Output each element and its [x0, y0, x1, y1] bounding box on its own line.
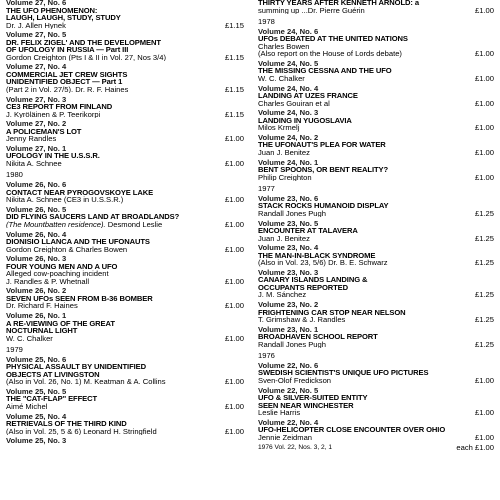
- price: £1.00: [224, 401, 244, 411]
- article-title: THE MAN-IN-BLACK SYNDROME: [258, 251, 376, 260]
- price: £1.15: [224, 20, 244, 30]
- price: £1.25: [474, 339, 494, 349]
- article-title: UFOLOGY IN THE U.S.S.R.: [6, 152, 100, 160]
- article-title: DID FLYING SAUCERS LAND AT BROADLANDS?: [6, 213, 180, 221]
- author: Dr. Richard F. Haines: [6, 302, 78, 310]
- volume-label: Volume 27, No. 1: [6, 144, 67, 153]
- volume-label: Volume 23, No. 3: [258, 268, 319, 277]
- entry: [6, 206, 244, 229]
- volume-label: Volume 25, No. 4: [6, 412, 67, 421]
- author: Gordon Creighton & Charles Bowen: [6, 245, 128, 253]
- author: Randall Jones Pugh: [258, 340, 326, 349]
- author: Gordon Creighton (Pts I & II in Vol. 27, Nos 3/4): [6, 53, 166, 62]
- volume-label: Volume 24, No. 4: [258, 84, 319, 93]
- article-title: PHYSICAL ASSAULT BY UNIDENTIFIED: [6, 363, 146, 371]
- entry: [258, 301, 494, 324]
- entry: [6, 0, 244, 29]
- year-heading: 1976: [258, 352, 275, 360]
- volume-label: Volume 27, No. 4: [6, 63, 67, 71]
- article-title: COMMERCIAL JET CREW SIGHTS: [6, 70, 128, 79]
- author: J. Kyröläinen & P. Teerikorpi: [6, 110, 101, 119]
- article-title: UNIDENTIFIED OBJECT — Part 1: [6, 78, 123, 86]
- article-title: UFO & SILVER-SUITED ENTITY: [258, 394, 368, 402]
- article-title: BROADHAVEN SCHOOL REPORT: [258, 333, 378, 341]
- article-title: FOUR YOUNG MEN AND A UFO: [6, 262, 118, 271]
- volume-label: Volume 22, No. 6: [258, 361, 319, 370]
- entry: [258, 195, 494, 218]
- author: (Also in Vol. 26, No. 1) M. Keatman & A. Collins: [6, 378, 166, 386]
- entry: [6, 356, 244, 386]
- article-title: THE UFONAUT'S PLEA FOR WATER: [258, 141, 386, 149]
- volume-label: Volume 23, No. 1: [258, 325, 319, 334]
- author: Charles Gouiran et al: [258, 99, 330, 108]
- entry: [6, 388, 244, 411]
- price: £1.25: [474, 315, 494, 325]
- entry: [258, 220, 494, 243]
- price: £1.00: [224, 426, 244, 436]
- volume-label: Volume 26, No. 3: [6, 255, 67, 263]
- author: (Also in Vol. 25, 5 & 6) Leonard H. Stringfield: [6, 427, 157, 436]
- price: £1.00: [224, 377, 244, 387]
- volume-label: Volume 23, No. 6: [258, 194, 319, 203]
- author: Charles Bowen: [258, 42, 310, 51]
- right-column: [258, 0, 494, 451]
- entry: [6, 145, 244, 168]
- article-title: THE "CAT-FLAP" EFFECT: [6, 395, 98, 403]
- article-title: LANDING IN YUGOSLAVIA: [258, 116, 352, 125]
- volume-label: Volume 25, No. 6: [6, 355, 67, 364]
- price: £1.00: [474, 147, 494, 157]
- author: summing up ...Dr. Pierre Guérin: [258, 6, 365, 14]
- footer-price: each £1.00: [456, 442, 494, 452]
- author: (Part 2 in Vol. 27/5). Dr. R. F. Haines: [6, 85, 129, 94]
- volume-label: Volume 26, No. 5: [6, 205, 67, 214]
- price: £1.00: [474, 408, 494, 418]
- left-column: [6, 0, 244, 445]
- entry: [6, 120, 244, 143]
- article-title: UFO-HELICOPTER CLOSE ENCOUNTER OVER OHIO: [258, 426, 446, 434]
- price: £1.00: [224, 158, 244, 168]
- article-title: CE3 REPORT FROM FINLAND: [6, 103, 113, 111]
- volume-label: Volume 26, No. 4: [6, 230, 67, 238]
- price: £1.00: [474, 123, 494, 133]
- article-title: STACK ROCKS HUMANOID DISPLAY: [258, 202, 389, 210]
- volume-label: Volume 24, No. 2: [258, 133, 319, 142]
- price: £1.00: [474, 172, 494, 182]
- volume-label: Volume 26, No. 1: [6, 312, 67, 320]
- year-heading: 1980: [6, 171, 23, 179]
- price: £1.00: [224, 134, 244, 144]
- entry: [6, 287, 244, 310]
- volume-label: Volume 26, No. 6: [6, 181, 67, 189]
- price: £1.00: [474, 98, 494, 108]
- entry: [258, 269, 494, 299]
- author-name: Desmond Leslie: [107, 220, 163, 229]
- price: £1.00: [224, 301, 244, 311]
- price: £1.15: [224, 84, 244, 94]
- author-note: Alleged cow-poaching incident: [6, 270, 109, 278]
- entry: [258, 387, 494, 417]
- article-title: A POLICEMAN'S LOT: [6, 127, 82, 136]
- author: Aimé Michel: [6, 402, 48, 411]
- article-title: SEEN NEAR WINCHESTER: [258, 401, 354, 410]
- entry: [6, 437, 244, 445]
- volume-label: Volume 24, No. 5: [258, 59, 319, 68]
- author: J. M. Sánchez: [258, 291, 307, 299]
- year-heading: 1977: [258, 185, 275, 193]
- volume-label: Volume 27, No. 6: [6, 0, 67, 7]
- article-title: OF UFOLOGY IN RUSSIA — Part III: [6, 46, 129, 54]
- volume-label: Volume 27, No. 2: [6, 120, 67, 128]
- price: £1.00: [474, 73, 494, 83]
- price: £1.00: [474, 49, 494, 59]
- price: £1.15: [224, 52, 244, 62]
- author: W. C. Chalker: [258, 74, 305, 83]
- price: £1.00: [224, 333, 244, 343]
- price: £1.15: [224, 109, 244, 119]
- year-heading: 1978: [258, 18, 275, 26]
- entry: [258, 28, 494, 58]
- entry: [258, 244, 494, 267]
- volume-label: Volume 24, No. 1: [258, 158, 319, 167]
- volume-label: Volume 24, No. 6: [258, 27, 319, 36]
- volume-label: Volume 27, No. 3: [6, 95, 67, 104]
- article-title: NOCTURNAL LIGHT: [6, 327, 78, 335]
- article-title: CANARY ISLANDS LANDING &: [258, 276, 368, 284]
- entry: [258, 159, 494, 182]
- author: Nikita A. Schnee: [6, 159, 62, 168]
- volume-label: Volume 24, No. 3: [258, 109, 319, 117]
- author: Jenny Randles: [6, 135, 57, 143]
- price: £1.00: [224, 276, 244, 286]
- price: £1.25: [474, 258, 494, 268]
- volume-label: Volume 25, No. 5: [6, 387, 67, 396]
- article-title: UFOs DEBATED AT THE UNITED NATIONS: [258, 35, 408, 43]
- price: £1.00: [474, 375, 494, 385]
- volume-label: Volume 23, No. 2: [258, 301, 319, 309]
- article-title: LANDING AT UZES FRANCE: [258, 92, 358, 100]
- author: Randall Jones Pugh: [258, 209, 326, 218]
- author: Nikita A. Schnee (CE3 in U.S.S.R.): [6, 196, 124, 204]
- price: £1.00: [224, 244, 244, 254]
- volume-label: Volume 22, No. 4: [258, 418, 319, 427]
- author: [6, 221, 162, 229]
- author: W. C. Chalker: [6, 334, 53, 343]
- author: Juan J. Benitez: [258, 234, 310, 242]
- entry: [258, 134, 494, 157]
- author: (Also in Vol. 23, 5/6) Dr. B. E. Schwarz: [258, 259, 388, 267]
- article-title: DR. FELIX ZIGEL' AND THE DEVELOPMENT: [6, 38, 161, 47]
- price: £1.00: [224, 219, 244, 229]
- price: £1.25: [474, 208, 494, 218]
- author: T. Grimshaw & J. Randles: [258, 316, 346, 324]
- article-title: SWEDISH SCIENTIST'S UNIQUE UFO PICTURES: [258, 369, 429, 377]
- volume-label: Volume 22, No. 5: [258, 386, 319, 395]
- article-title: ENCOUNTER AT TALAVERA: [258, 227, 358, 235]
- entry: [258, 362, 494, 385]
- price: £1.00: [474, 5, 494, 15]
- author-note: (The Mountbatten residence).: [6, 220, 106, 229]
- article-title: SEVEN UFOs SEEN FROM B-36 BOMBER: [6, 294, 153, 303]
- author: J. Randles & P. Whetnall: [6, 277, 90, 286]
- article-title: FRIGHTENING CAR STOP NEAR NELSON: [258, 308, 406, 317]
- article-title: BENT SPOONS, OR BENT REALITY?: [258, 166, 388, 174]
- entry: [258, 109, 494, 132]
- volume-label: Volume 23, No. 4: [258, 244, 319, 252]
- entry: [258, 419, 494, 442]
- entry: [258, 0, 494, 14]
- author: Sven-Olof Fredickson: [258, 376, 332, 385]
- entry: [6, 96, 244, 119]
- article-title: THIRTY YEARS AFTER KENNETH ARNOLD: a: [258, 0, 419, 7]
- price: £1.25: [474, 233, 494, 243]
- article-title: THE MISSING CESSNA AND THE UFO: [258, 67, 392, 75]
- price: £1.00: [224, 195, 244, 205]
- entry: [258, 85, 494, 108]
- entry: [6, 413, 244, 436]
- price: £1.00: [474, 432, 494, 442]
- volume-label: Volume 26, No. 2: [6, 287, 67, 295]
- entry: [6, 255, 244, 285]
- volume-label: Volume 25, No. 3: [6, 437, 67, 445]
- cut-off-line: [258, 444, 494, 452]
- author: Milos Krmelj: [258, 124, 300, 132]
- entry: [258, 60, 494, 83]
- article-title: A RE-VIEWING OF THE GREAT: [6, 319, 115, 328]
- article-title: OCCUPANTS REPORTED: [258, 283, 349, 292]
- article-title: LAUGH, LAUGH, STUDY, STUDY: [6, 14, 121, 22]
- entry: [6, 231, 244, 254]
- entry: [6, 312, 244, 342]
- author: Juan J. Benitez: [258, 148, 310, 157]
- volume-label: Volume 23, No. 5: [258, 219, 319, 227]
- author: Philip Creighton: [258, 173, 312, 182]
- article-title: CONTACT NEAR PYROGOVSKOYE LAKE: [6, 188, 154, 197]
- price: £1.25: [474, 290, 494, 300]
- footer-volumes: 1976 Vol. 22, Nos. 3, 2, 1: [258, 443, 333, 451]
- entry: [6, 63, 244, 93]
- year-heading: 1979: [6, 346, 23, 354]
- author-note: (Also report on the House of Lords debate): [258, 50, 402, 58]
- article-title: DIONISIO LLANCA AND THE UFONAUTS: [6, 238, 150, 246]
- article-title: RETRIEVALS OF THE THIRD KIND: [6, 420, 127, 428]
- author: Leslie Harris: [258, 409, 301, 417]
- author: Dr. J. Allen Hynek: [6, 21, 66, 29]
- entry: [6, 181, 244, 204]
- volume-label: Volume 27, No. 5: [6, 31, 67, 39]
- article-title: OBJECTS AT LIVINGSTON: [6, 370, 100, 379]
- entry: [6, 31, 244, 61]
- entry: [258, 326, 494, 349]
- author: Jennie Zeidman: [258, 433, 313, 442]
- article-title: THE UFO PHENOMENON:: [6, 6, 98, 14]
